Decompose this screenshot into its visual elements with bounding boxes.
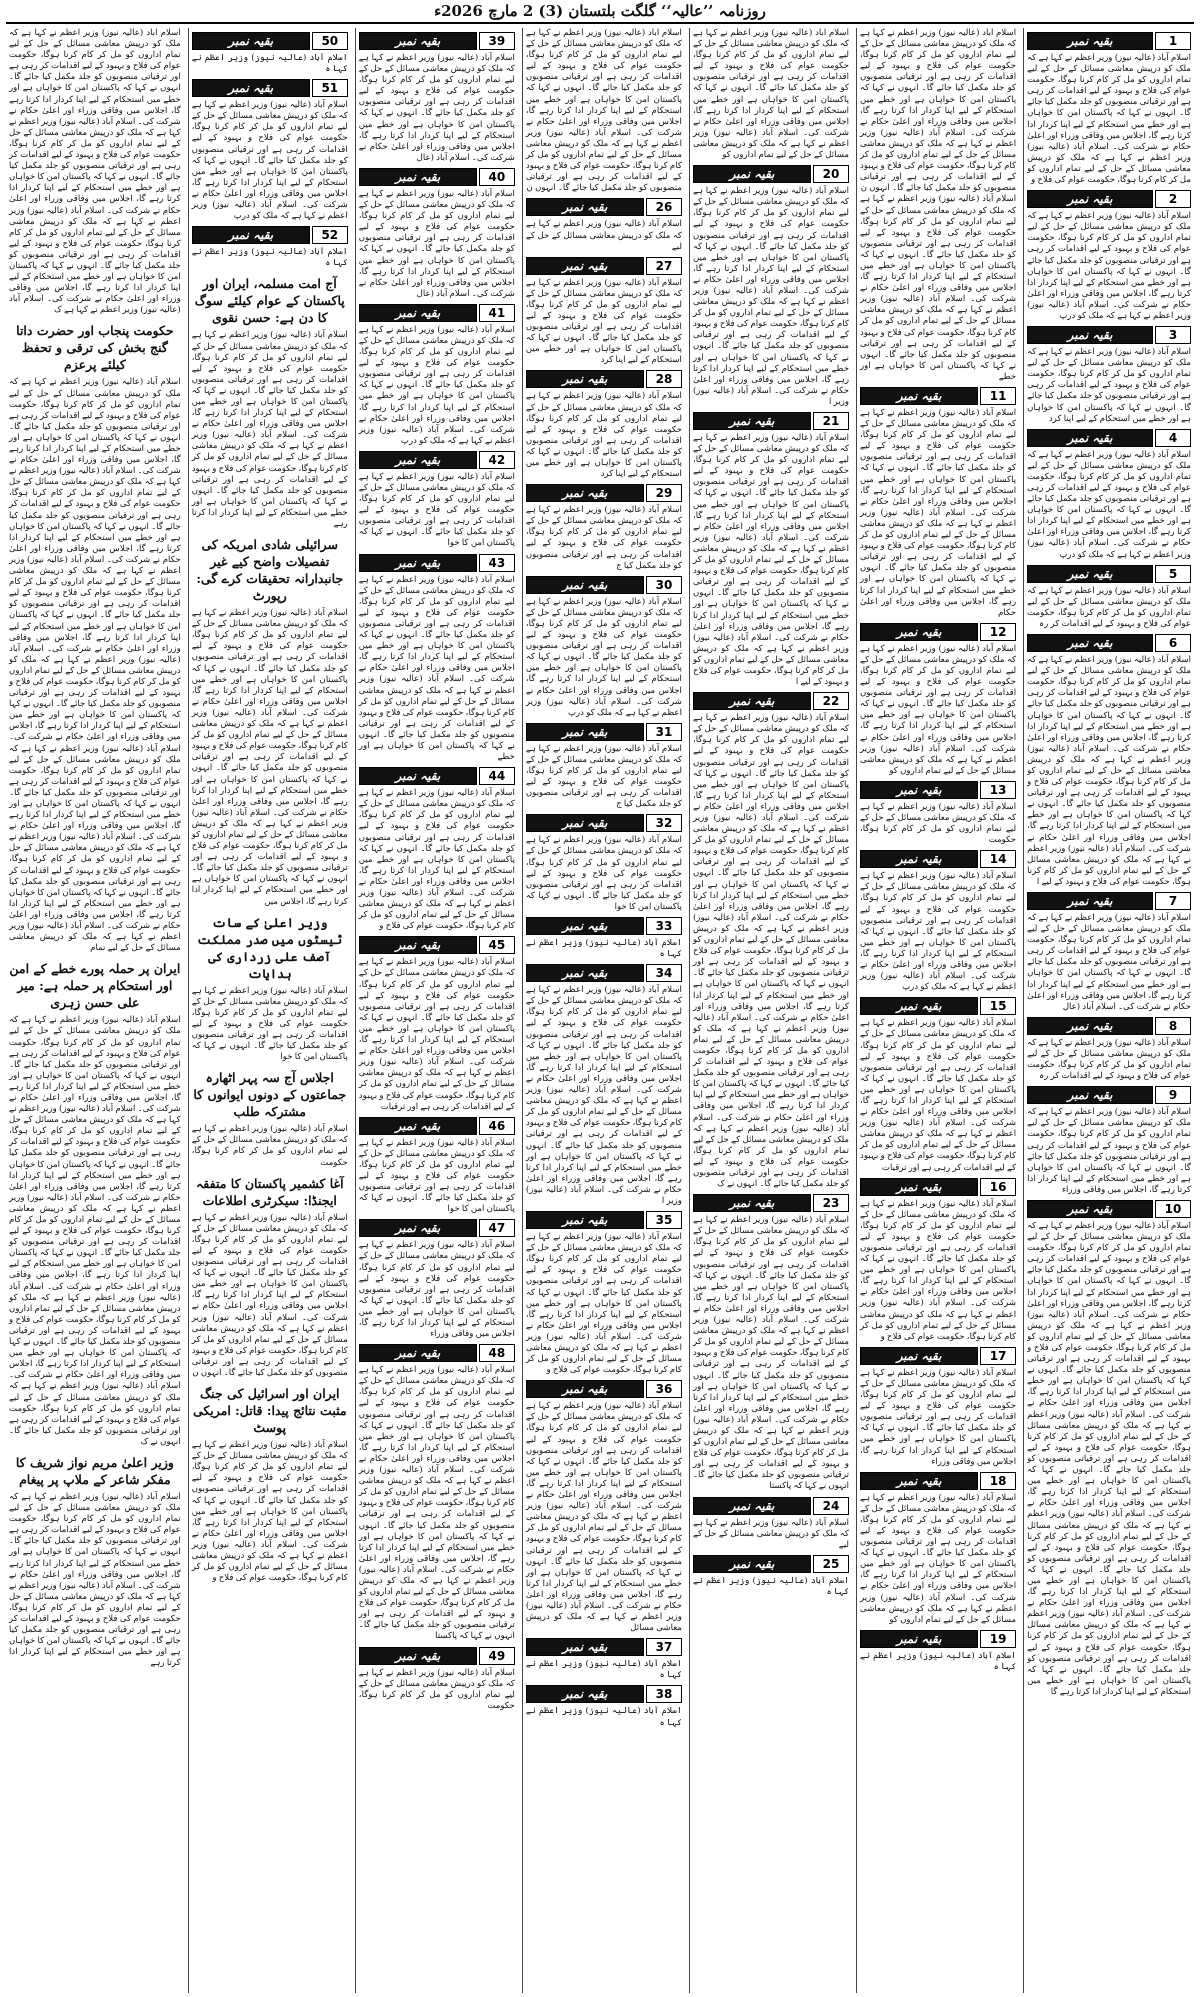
continued-box-34 [526,964,682,982]
news-text: اسلام آباد (عالیہ نیوز) وزیر اعظم نے کہا ہے کہ ملک کو درپیش معاشی مسائل کے حل کے لیے تمام اداروں کو مل کر کام کرنا ہوگا، حکومت عوام کی فلاح و بہبود کے لیے اقدامات کر رہی ہے اور ترقیاتی منصوبوں کو جلد مکمل کیا جائے گا۔ انہوں نے کہا کہ پاکستان امن کا خواہاں ہے اور خطے میں استحکام کے لیے اپنا کردار ادا کرتا رہے گا، اجلاس میں وفاقی وزراء اور اعلیٰ حکام نے شرکت کی۔ اسلام آباد (عالیہ نیوز) وزیر اعظم نے کہا ہے کہ ملک کو درپیش معاشی مسائل کے حل کے لیے تمام اداروں کو مل کر کام کرنا ہوگا، حکومت عوام کی فلاح و بہبود کے لیے اقدامات کر رہی ہے اور ترقیاتی منصوبوں کو جلد مکمل کیا جائے گا۔ انہوں نے کہا کہ پاکستان امن کا خواہاں ہے اور خطے میں استحکام کے لیے اپنا کردار ادا کرتا رہے گا، اجلاس میں وفاقی وزراء اور اعلیٰ حکام نے شرکت کی۔ اسلام آباد (عالیہ نیوز) وزیر اعظم نے کہا ہے کہ ملک کو درپیش معاشی مسائل کے حل کے لیے تمام اداروں کو مل کر کام کرنا ہوگا، حکومت عوام کی فلاح و بہبود کے لیے اقدامات کر رہی ہے اور ترقیاتی منصوبوں کو جلد مکمل کیا جائے گا۔ انہوں نے کہا کہ پاکستان امن کا خواہاں ہے اور خطے میں استحکام کے لیے اپنا کردار ادا کرتا رہے گا، اجلاس میں [191,608,348,907]
continued-label: بقیہ نمبر [526,576,644,594]
news-text: اسلام آباد (عالیہ نیوز) وزیر اعظم نے کہا ہے کہ ملک کو درپیش معاشی مسائل کے حل کے لیے تمام اداروں کو مل کر کام کرنا ہوگا، حکومت عوام کی فلاح و بہبود کے لیے اقدامات کر رہی ہے اور ترقیاتی منصوبوں کو جلد مکمل کیا جائے گا۔ انہوں نے کہا کہ پاکستان امن کا خواہاں ہے اور خطے میں استحکام کے لیے اپنا کردار ادا کرتا رہے گا، اجلاس میں وفاقی وزراء اور اعلیٰ حکام نے شرکت کی۔ اسلام آباد (عالیہ نیوز) وزیر اعظم نے کہا ہے کہ ملک کو درپیش معاشی مسائل کے حل کے لیے تمام اداروں کو مل کر کام کرنا ہوگا، حکومت عوام کی فلاح و بہبود کے لیے اقدامات کر رہی ہے اور ترقیاتی منصوبوں کو جلد مکمل کیا جائے گا۔ انہوں نے کہا کہ پاکستان امن کا خواہاں ہے اور خطے میں استحکام کے لیے اپنا کردار ادا کرتا رہے گا، اجلاس میں وفاقی وزراء اور اعلیٰ حکام نے شرکت کی۔ اسلام آباد (عالیہ نیوز) وزیر اعظم نے کہا ہے کہ ملک کو درپیش معاشی مسائل کے حل کے لیے تمام اداروں کو مل کر کام کرنا ہوگا، حکومت عوام کی فلاح و بہبود کے لیے اقدامات کر رہی ہے اور ترقیاتی منصوبوں کو جلد مکمل کیا جائے گا۔ انہوں نے کہا کہ پاکستان امن کا خواہاں ہے اور خطے میں استحکام کے لیے اپنا کردار ادا کرتا رہے گا، اجلاس میں وفاقی وزراء اور اعلیٰ حکام نے شرکت کی۔ اسلام آباد (عالیہ نیوز) وزیر اعظم نے کہا ہے کہ ملک کو درپیش معاشی مسائل کے حل کے لیے تمام اداروں کو مل کر کام کرنا ہوگا، حکومت عوام کی فلاح و بہبود کے لیے اقدامات کر رہی ہے اور ترقیاتی منصوبوں کو جلد مکمل کیا جائے گا۔ انہوں نے کہا کہ پاکستان امن کا خواہاں ہے اور خطے میں استحکام کے لیے اپنا کردار ادا کرتا رہے گا، اجلاس میں وفاقی وزراء اور اعلیٰ حکام نے شرکت کی۔ اسلام آباد (عالیہ نیوز) وزیر اعظم نے کہا ہے کہ ملک کو درپیش معاشی مسائل کے حل کے لیے تمام اداروں کو مل کر کام کرنا ہوگا، حکومت عوام کی فلاح و بہبود کے لیے اقدامات کر رہی ہے اور ترقیاتی منصوبوں کو جلد مکمل کیا جائے گا۔ انہوں نے ک [9,1015,181,1447]
continued-label: بقیہ نمبر [860,1347,978,1365]
continued-box-48 [359,1344,515,1362]
news-text: اسلام آباد (عالیہ نیوز) وزیر اعظم نے کہا ہے کہ ملک کو درپیش معاشی مسائل کے حل کے لیے تمام اداروں کو مل کر کام کرنا ہوگا، حکومت عوام کی فلاح و بہبود کے لیے اقدامات کر رہی ہے اور ترقیاتی منصوبوں کو جلد مکمل کیا جائے گا۔ انہوں نے کہا کہ پاکستان امن کا خواہاں ہے اور خطے میں استحکام کے لیے اپنا کردار ادا کرتا رہے گا، اجلاس میں وفاقی وزراء اور اعلیٰ حکام نے شرکت کی۔ اسلام آباد (عالیہ نیوز) وزیر اعظم نے کہا ہے کہ ملک کو درپیش معاشی مسائل کے حل کے لیے تمام اداروں کو مل کر کام کرنا ہوگا، حکومت عوام کی فلاح و بہبود کے لیے اقدامات کر رہی ہے اور ترقیاتی منصوبوں کو جلد مکمل کیا جائے گا۔ انہوں نے کہا کہ پاکستان امن کا خواہاں ہے اور خطے میں استحکام کے لیے اپنا کردار ادا کرتا رہے [191,330,348,529]
continued-box-17 [860,1347,1016,1365]
continued-label: بقیہ نمبر [1027,1017,1153,1035]
continued-number: 37 [646,1638,682,1656]
news-text: اسلام آباد (عالیہ نیوز) وزیر اعظم نے کہا ہ [191,53,348,75]
news-text: اسلام آباد (عالیہ نیوز) وزیر اعظم نے کہا ہے کہ ملک کو درپیش معاشی مسائل کے حل کے لیے تمام اداروں کو مل کر کام کرنا ہوگا، حکومت عوام کی فلاح و بہبود کے لیے اقدامات کر رہی ہے اور ترقیاتی منصوبوں کو جلد مکمل کیا جائے گا۔ انہوں نے کہا کہ پاکستان امن کا خواہاں ہے اور خطے میں استحکام کے لیے اپنا کردار ادا کرتا رہے گا، اجلاس میں وفاقی وزراء اور اعلیٰ حکام نے شرکت کی۔ اسلام آباد (عالیہ نیوز) وزیر اعظم نے کہا ہے کہ ملک کو درپیش معاشی مسائل کے حل کے لیے تمام اداروں کو مل کر کام کرنا ہوگا، حکومت عوام کی فلاح و بہبود کے لیے اقدامات کر رہی ہے اور ترقیاتی منصوبوں کو جلد مکمل کیا جائے گا۔ انہوں نے کہا کہ پاکستان امن کا خواہاں ہے اور خطے میں استحکام کے لیے اپنا کردار ادا کرتا رہے گا، اجلاس میں وفاقی وزراء اور اعلیٰ حکام نے شرکت کی۔ اسلام آباد (عالیہ نیوز) وزیر اعظم نے کہا ہے کہ ملک کو درپیش معاشی مسائل کے حل کے لیے تمام اداروں کو مل کر کام کرنا ہوگا، حکومت عوام کی فلاح و بہبود کے لیے اقدامات کر رہی ہے اور ترقیاتی منصوبوں کو جلد مکمل کیا جائے گا۔ انہوں نے کہا کہ پاکستان امن کا خواہاں ہے اور خطے میں استحکام کے لیے اپنا کردار ادا کرتا رہے گا، اجلاس میں وفاقی وزراء اور اعلیٰ حکام نے شرکت کی۔ اسلام آباد (عالیہ نیوز) وزیر اعظم نے کہا ہے کہ ملک کو درپیش معاشی مسائل کے حل کے لیے تمام اداروں کو مل کر کام کرنا ہوگا، حکومت عوام کی فلاح و بہبود کے لیے اقدامات کر رہی ہے اور ترقیاتی منصوبوں کو جلد مکمل کیا جائے گا۔ انہوں نے کہا کہ پاکستان امن کا خواہاں ہے اور خطے میں استحکام کے لیے اپنا کردار ادا کرتا رہے گا، اجلاس میں وفاقی وزراء اور اعلیٰ حکام نے شرکت کی۔ اسلام آباد (عالیہ نیوز) وزیر اعظم نے کہا ہے کہ ملک کو درپیش معاشی مسائل کے حل کے لیے تمام اداروں کو مل کر کام کرنا ہوگا، حکومت عوام کی فلاح و بہبود کے لیے اقدامات کر رہی ہے اور ترقیاتی منصوبوں کو جلد مکمل کیا جائے گا۔ انہوں نے ک [692,713,850,1190]
continued-box-14 [860,850,1016,868]
continued-box-1 [1027,32,1191,50]
continued-number: 11 [980,387,1016,405]
continued-box-26 [526,198,682,216]
news-text: اسلام آباد (عالیہ نیوز) وزیر اعظم نے کہا ہے کہ ملک کو درپیش معاشی مسائل کے حل کے لیے تمام اداروں کو مل کر کام کرنا ہوگا، حکومت عوام کی فلاح و بہبود کے لیے اقدامات کر رہی ہے اور ترقیاتی منصوبوں کو جلد مکمل کیا جائے گا۔ انہوں نے کہا کہ پاکستان امن کا خواہاں ہے اور خطے میں استحکام کے لیے اپنا کردار ادا کرتا رہے گا، اجلاس میں وفاقی وزراء اور اعلیٰ حکام نے شرکت کی۔ اسلام آباد (عال [358,53,515,163]
continued-box-31 [526,723,682,741]
news-text: اسلام آباد (عالیہ نیوز) وزیر اعظم نے کہا ہے کہ ملک کو درپیش معاشی مسائل کے حل کے لیے تمام اداروں کو مل کر کام کرنا ہوگا، حکومت عوام کی فلاح و بہبود کے لیے اقدامات کر رہی ہے اور ترقیاتی منصوبوں کو جلد مکمل کیا جائے گا۔ انہوں نے کہا کہ پاکستان امن کا خواہاں ہے اور خطے میں استحکام کے لیے اپنا کردار ادا کرتا رہے گا، اجلاس میں وفاقی وزراء اور اعلیٰ حکام نے شرکت کی۔ اسلام آباد (عالیہ نیوز) وزیر اعظم نے کہا ہے کہ ملک کو درپ [191,100,348,222]
news-text: اسلام آباد (عالیہ نیوز) وزیر اعظم نے کہا ہے کہ ملک کو درپیش معاشی مسائل کے حل کے لیے تمام اداروں کو مل کر کام کرنا ہوگا، حکومت عوام کی فلاح و بہبود کے لیے اقدامات کر رہی ہے اور ترقیاتی منصوبوں کو جلد مکمل کیا جائے گا۔ انہوں نے کہا کہ پاکستان امن کا خواہاں ہے اور خطے میں استحکام کے لیے اپنا کردار ادا کرتا رہے گا، اجلاس میں وفاقی وزراء اور اعلیٰ حکام نے شرکت کی۔ اسلام آباد (عالیہ نیوز) وزیر اعظم نے کہا ہے کہ ملک کو درپیش معاشی مسائل کے حل کے لیے تمام اداروں کو مل کر کام کرنا ہوگا، حکومت عوام کی فلاح و بہبود کے لیے اقدامات کر رہی ہے اور ترقیاتی منصوبوں کو جلد مکمل کیا جائے گا۔ انہوں نے کہا کہ پاکستان امن کا خواہاں ہے اور خطے میں استحکام کے لیے اپنا کردار ادا کرتا رہے گا، اجلاس میں وفاقی وزراء اور اعلیٰ حکام نے شرکت کی۔ اسلام آباد (عالیہ نیوز) وزیر ا [525,985,682,1206]
continued-box-43 [359,554,515,572]
continued-label: بقیہ نمبر [693,412,811,430]
continued-number: 44 [479,767,515,785]
continued-box-38 [526,1685,682,1703]
continued-label: بقیہ نمبر [1027,326,1153,344]
continued-box-41 [359,304,515,322]
continued-number: 49 [479,1647,515,1665]
news-headline: آغا کشمیر پاکستان کا متفقہ ایجنڈا: سیکرٹری اطلاعات [195,1175,344,1208]
continued-label: بقیہ نمبر [359,1117,477,1135]
continued-number: 40 [479,168,515,186]
masthead-title: روزنامہ ’’عالیہ‘‘ گلگت بلتستان (3) 2 مارچ 2026ء [434,2,766,20]
continued-number: 43 [479,554,515,572]
news-text: اسلام آباد (عالیہ نیوز) وزیر اعظم نے کہا ہے کہ ملک کو درپیش معاشی مسائل کے حل کے لیے تمام اداروں کو مل کر کام کرنا ہوگا، حکومت عوام کی فلاح و بہبود کے لیے اقدامات کر رہی ہے اور ترقیاتی منصوبوں کو جلد مکمل کیا جائے گا۔ انہوں نے کہا کہ پاکستان امن کا خواہاں ہے اور خطے میں استحکام کے لیے اپنا کردار ادا کرتا رہے گا، اجلاس میں وفاقی وزراء اور اعلیٰ حکام نے شرکت کی۔ اسلام آباد (عالیہ نیوز) وزیر اعظم نے کہا ہے کہ ملک کو درپیش معاشی مسائل کے حل کے لیے تمام اداروں کو مل کر کام کرنا ہوگا، حکومت عوام کی فلاح و بہبود کے لیے اقدامات کر رہی ہے اور ترقیاتی منصوبوں کو جلد مکمل کیا جائے گا۔ انہوں نے کہا کہ پاکستان امن کا خواہاں ہے اور خطے میں استحکام کے لیے اپنا کردار ادا کرتا رہے گا، اجلاس میں وفاقی وزراء اور اعلیٰ حکام نے شرکت کی۔ اسلام آباد (عالیہ نیوز) وزیر اعظم نے کہا ہے کہ ملک کو درپیش معاشی مسائل کے حل کے لیے تمام اداروں کو مل کر کام کرنا ہوگا، حکومت عوام کی فلاح و بہبود کے لیے اقدامات کر رہی ہے اور ترقیاتی منصوبوں کو جلد مکمل کیا جائے گا۔ انہوں نے کہا کہ پاکستا [358,1365,515,1642]
continued-box-45 [359,936,515,954]
news-text: اسلام آباد (عالیہ نیوز) وزیر اعظم نے کہا ہ [860,1650,1017,1672]
continued-box-25 [693,1555,849,1573]
continued-number: 41 [479,304,515,322]
continued-box-51 [192,79,348,97]
continued-number: 18 [980,1472,1016,1490]
continued-label: بقیہ نمبر [693,1497,811,1515]
news-text: اسلام آباد (عالیہ نیوز) وزیر اعظم نے کہا ہے کہ ملک کو درپیش معاشی مسائل کے حل کے لیے تمام اداروں کو مل کر کام کرنا ہوگا، حکومت عوام کی فلاح و بہبود کے لیے اقدامات کر رہی ہے اور ترقیاتی منصوبوں کو جلد مکمل کیا جائے گا۔ انہوں نے کہا کہ پاکستان امن کا خواہاں ہے اور خطے میں استحکام کے لیے اپنا کردار ادا کرتا رہے گا، اجلاس میں وفاقی وزراء اور اعلیٰ حکام نے شرکت کی۔ اسلام آباد (عالیہ نیوز) وزیر اعظم نے کہا ہے کہ ملک کو درپیش معاشی مسائل کے حل کے لیے تمام اداروں کو مل کر کام کرنا ہوگا، حکومت عوام کی فلاح و بہبود کے لیے اقدامات کر رہی ہے اور ترقیاتی منصوبوں کو جلد مکمل کیا جائے گا۔ انہوں نے کہا کہ پاکستان امن کا خواہاں ہے اور خطے میں استحکام کے لیے اپنا کردار ادا کرتا رہے گا، اجلاس میں وفاقی وزراء اور اعلیٰ حکام [860,408,1017,618]
continued-label: بقیہ نمبر [192,32,310,50]
continued-label: بقیہ نمبر [359,168,477,186]
continued-box-32 [526,814,682,832]
news-text: اسلام آباد (عالیہ نیوز) وزیر اعظم نے کہا ہے کہ ملک کو درپیش معاشی مسائل کے حل کے لیے تمام اداروں کو مل کر کام کرنا ہوگا، حکومت عوام کی فلاح و بہبود کے لیے اقدامات کر رہی ہے اور ترقیاتی منصوبوں کو جلد مکمل کیا جائے گا۔ انہوں نے کہا کہ پاکستان امن کا خوا [358,1137,515,1215]
continued-label: بقیہ نمبر [526,370,644,388]
continued-box-28 [526,370,682,388]
continued-label: بقیہ نمبر [359,767,477,785]
news-text: اسلام آباد (عالیہ نیوز) وزیر اعظم نے کہا ہے کہ ملک کو درپیش معاشی مسائل کے حل کے لیے تمام اداروں کو مل کر کام کرنا ہوگا، حکومت عوام کی فلاح و بہبود کے لیے اقدامات کر رہی ہے اور ترقیاتی منصوبوں کو جلد مکمل کیا جائے گا۔ انہوں نے کہا کہ پاکستان امن کا خواہاں ہے اور خطے میں استحکام کے لیے اپنا کردار ادا کرتا رہے گا، اجلاس میں وفاقی وزراء [1027,1107,1191,1195]
continued-label: بقیہ نمبر [1027,892,1153,910]
continued-box-11 [860,387,1016,405]
continued-number: 38 [646,1685,682,1703]
continued-number: 2 [1155,190,1191,208]
news-headline: آج امت مسلمہ، ایران اور پاکستان کے عوام کیلئے سوگ کا دن ہے: حسن نقوی [194,276,345,326]
continued-label: بقیہ نمبر [526,257,644,275]
news-text: اسلام آباد (عالیہ نیوز) وزیر اعظم نے کہا ہے کہ ملک کو درپیش معاشی مسائل کے حل کے لیے تمام اداروں کو مل کر کام کرنا ہوگا، حکومت عوام کی فلاح و بہبود کے لیے اقدامات کر رہی ہے اور ترقیاتی منصوبوں کو جلد مکمل کیا جائے گا۔ انہوں نے کہا کہ پاکستان امن کا خواہاں ہے اور خطے میں استحکام کے لیے اپنا کردار ادا کرتا رہے گا، اجلاس میں وفاقی وزراء اور اعلیٰ حکام نے شرکت کی۔ اسلام آباد (عالیہ نیوز) وزیر اعظم نے کہا ہے کہ ملک کو درپیش معاشی مسائل کے حل کے لیے تمام اداروں کو مل کر کام کرنا ہوگا، حکومت عوام کی فلاح و بہبود کے لیے اقدامات کر رہی ہے اور ترقیاتی منصوبوں کو جلد مکمل کیا جائے گا۔ انہوں ن [860,28,1017,194]
continued-label: بقیہ نمبر [1027,565,1153,583]
news-text: اسلام آباد (عالیہ نیوز) وزیر اعظم نے کہا ہے کہ ملک کو درپیش معاشی مسائل کے حل کے لیے تمام اداروں کو مل کر کام کرنا ہوگا، حکومت عوام کی فلاح و بہبود کے لیے اقدامات کر رہی ہے اور ترقیاتی منصوبوں کو جلد مکمل کیا جائے گا۔ انہوں نے کہا کہ پاکستان امن کا خواہاں ہے اور خطے میں استحکام کے لیے اپنا کردار ادا کرتا رہے گا، اجلاس میں وفاقی وزراء اور اعلیٰ حکام نے شرکت کی۔ اسلام آباد (عالیہ نیوز) وزیر اعظم نے کہا ہے کہ ملک کو درپ [1027,449,1191,560]
continued-box-3 [1027,326,1191,344]
continued-label: بقیہ نمبر [526,723,644,741]
news-text: اسلام آباد (عالیہ نیوز) وزیر اعظم نے کہا ہے کہ ملک کو درپیش معاشی مسائل کے حل کے لیے تمام اداروں کو مل کر کام کرنا ہوگا، حکومت عوام کی فلاح و بہبود کے لیے اقدامات کر رہی ہے اور ترقیاتی منصوبوں کو جلد مکمل کیا جائے گا۔ انہوں نے کہا کہ پاکستان امن کا خواہاں ہے اور خطے میں استحکام کے لیے اپنا کردار ادا کرتا رہے گا، اجلاس میں وفاقی وزراء اور اعلیٰ حکام نے شرکت کی۔ اسلام آباد (عالیہ نیوز) وزیر اعظم نے کہا ہے کہ ملک کو درپیش معاشی مسائل کے حل کے لیے تمام اداروں کو مل کر کام کرنا ہوگا، حکومت عوام کی فلاح و بہبود کے لیے اقدامات کر رہی ہے اور ترقیاتی منصوبوں کو جلد مکمل کیا جائے گا۔ انہوں نے کہا کہ پاکستان امن کا خواہاں ہے اور خطے میں استحکام کے لیے اپنا کردار ادا کرتا رہے گا، اجلاس میں وفاقی وزراء اور اعلیٰ حکام نے شرکت کی۔ اسلام آباد (عالیہ نیوز) وزیر اعظم نے کہا ہے کہ ملک کو درپیش معاشی مسائل کے حل کے لیے تمام اداروں کو مل کر کام کرنا ہوگا، حکومت عوام کی فلاح و بہبود کے لیے اقدامات کر رہی ہے اور ترقیاتی منصوبوں کو جلد مکمل کیا جائے گا۔ انہوں نے کہا کہ پاکستا [692,1215,850,1492]
column-c5 [355,28,518,1993]
news-text: اسلام آباد (عالیہ نیوز) وزیر اعظم نے کہا ہے کہ ملک کو درپیش معاشی مسائل کے حل کے لیے تمام اداروں کو مل کر کام کرنا ہوگا، حکومت عوام کی فلاح و بہبود کے لیے اقدامات کر رہی ہے اور ترقیاتی منصوبوں کو جلد مکمل کیا ج [525,743,682,810]
continued-number: 33 [646,917,682,935]
continued-number: 26 [646,198,682,216]
continued-number: 16 [980,1178,1016,1196]
news-headline: ایران پر حملہ پورے خطے کے امن اور استحکام پر حملہ ہے: میر علی حسن زہری [9,961,181,1011]
continued-label: بقیہ نمبر [860,997,978,1015]
continued-number: 45 [479,936,515,954]
news-headline: وزیر اعلیٰ مریم نواز شریف کا مفکر شاعر کے ملاپ پر پیغام [15,1454,174,1487]
continued-label: بقیہ نمبر [1027,190,1153,208]
continued-box-15 [860,997,1016,1015]
continued-box-19 [860,1630,1016,1648]
continued-number: 4 [1155,429,1191,447]
continued-number: 25 [813,1555,849,1573]
continued-label: بقیہ نمبر [526,1380,644,1398]
continued-number: 13 [980,781,1016,799]
continued-number: 39 [479,32,515,50]
continued-number: 42 [479,451,515,469]
news-text: اسلام آباد (عالیہ نیوز) وزیر اعظم نے کہا ہے کہ ملک کو درپیش معاشی مسائل کے حل کے لیے تمام اداروں کو مل کر کام کرنا ہوگا، حکومت عوام کی فلاح و بہبود کے لیے اقدامات کر رہی ہے اور ترقیاتی منصوبوں کو جلد مکمل کیا جائے گا۔ انہوں نے کہا کہ پاکستان امن کا خواہاں ہے اور خطے میں استحکام کے لیے اپنا کردار ادا کرتا رہے گا، اجلاس میں وفاقی وزراء اور اعلیٰ حکام نے شرکت کی۔ اسلام آباد (عالیہ نیوز) وزیر اعظم نے کہا ہے کہ ملک کو درپیش معاشی مسائل کے حل کے لیے تمام اداروں کو مل کر کام کرنا ہوگا، حکومت عوام کی فلاح و [525,1232,682,1376]
news-text: اسلام آباد (عالیہ نیوز) وزیر اعظم نے کہا ہے کہ ملک کو درپیش معاشی مسائل کے حل کے لیے تمام اداروں کو مل کر کام کرنا ہوگا، حکومت عوام کی فلاح و بہبود کے لیے اقدامات کر رہی ہے اور ترقیاتی منصوبوں کو جلد مکمل کیا جائے گا۔ انہوں نے کہا کہ پاکستان امن کا خواہاں ہے اور خطے میں استحکام کے لیے اپنا کردار ادا کرتا رہے گا، اجلاس میں وفاقی وزراء اور اعلیٰ حکام نے شرکت کی۔ اسلام آباد (عالیہ نیوز) وزیر اعظم نے کہا ہے کہ ملک کو درپیش معاشی مسائل کے حل کے لیے تمام اداروں کو مل کر کام کرنا ہوگا، حکومت عوام کی فلاح و بہبود کے لیے اقدامات کر رہی ہے اور ترقیاتی منصوبوں کو جلد مکمل کیا جائے گا۔ انہوں نے کہا کہ پاکستان امن کا خواہاں ہے اور خطے میں استحکام کے لیے اپنا کردار ادا کرتا رہے گا، اجلاس میں وفاقی وزراء اور اعلیٰ حکام نے شرکت کی۔ اسلام آباد (عالیہ نیوز) وزیر اعظم نے کہا ہے کہ ملک کو درپیش معاشی مسائل [525,1401,682,1634]
continued-label: بقیہ نمبر [860,1178,978,1196]
continued-number: 5 [1155,565,1191,583]
continued-box-16 [860,1178,1016,1196]
continued-box-27 [526,257,682,275]
news-text: اسلام آباد (عالیہ نیوز) وزیر اعظم نے کہا ہے کہ ملک کو درپیش معاشی مسائل کے حل کے لیے تمام اداروں کو مل کر کام کرنا ہوگا، حکومت [358,1667,515,1711]
continued-number: 51 [312,79,348,97]
news-text: اسلام آباد (عالیہ نیوز) وزیر اعظم نے کہا ہے کہ ملک کو درپیش معاشی مسائل کے حل کے لیے تمام اداروں کو مل کر کام کرنا ہوگا، حکومت عوام کی فلاح و بہبود کے لیے اقدامات کر رہی ہے اور ترقیاتی منصوبوں کو جلد مکمل کیا جائے گا۔ انہوں نے کہا کہ پاکستان امن کا خواہاں ہے اور خطے میں استحکام کے لیے اپنا کردار ادا کرتا رہے گا، اجلاس میں وفاقی وزراء اور اعلیٰ حکام نے شرکت کی۔ اسلام آباد (عالیہ نیوز) وزیر اعظم نے کہا ہے کہ ملک کو درپیش معاشی مسائل کے حل کے لیے تمام اداروں کو [692,28,850,161]
continued-box-46 [359,1117,515,1135]
continued-label: بقیہ نمبر [359,936,477,954]
continued-box-13 [860,781,1016,799]
news-text: اسلام آباد (عالیہ نیوز) وزیر اعظم نے کہا ہے کہ ملک کو درپیش معاشی مسائل کے حل کے لیے تمام اداروں کو مل کر کام کرنا ہوگا، حکومت عوام کی فلاح و بہبود کے لیے اقدامات کر رہی ہے اور ترقیاتی منصوبوں کو جلد مکمل کیا جائے گا۔ انہوں نے کہا کہ پاکستان امن کا خواہاں ہے اور خطے میں استحکام کے لیے اپنا کردار ادا کرتا رہے گا، اجلاس میں وفاقی وزراء [860,1367,1017,1467]
news-text: اسلام آباد (عالیہ نیوز) وزیر اعظم نے کہا ہے کہ ملک کو درپیش معاشی مسائل کے حل کے لیے تمام اداروں کو مل کر کام کرنا ہوگا، حکومت [860,801,1017,846]
news-text: اسلام آباد (عالیہ نیوز) وزیر اعظم نے کہا ہے کہ ملک کو درپیش معاشی مسائل کے حل کے لیے تمام اداروں کو مل کر کام کرنا ہوگا، حکومت عوام کی فلاح و بہبود کے لیے اقدامات کر رہی ہے اور ترقیاتی منصوبوں کو جلد مکمل کیا جائے گا۔ انہوں نے کہا کہ پاکستان امن کا خواہاں ہے اور خطے میں استحکام کے لیے اپنا کردار ادا کرتا رہے گا، اجلاس میں وفاقی وزراء اور اعلیٰ حکام نے شرکت کی۔ اسلام آباد (عالیہ نیوز) وزیر اعظم نے کہا ہے کہ ملک کو درپیش معاشی مسائل کے حل کے لیے تمام اداروں کو مل کر کام کرنا ہوگا، حکومت عوام کی فلاح و [191,1440,348,1584]
news-headline: اجلاس آج سہ پہر اٹھارہ جماعتوں کے دونوں ایوانوں کا مشترکہ طلب [193,1070,347,1120]
continued-box-6 [1027,634,1191,652]
continued-number: 10 [1155,1200,1191,1218]
continued-number: 15 [980,997,1016,1015]
continued-label: بقیہ نمبر [526,484,644,502]
continued-label: بقیہ نمبر [526,814,644,832]
continued-label: بقیہ نمبر [1027,1086,1153,1104]
news-text: اسلام آباد (عالیہ نیوز) وزیر اعظم نے کہا ہے کہ ملک کو درپیش معاشی مسائل کے حل کے لیے تمام اداروں کو مل کر کام کرنا ہوگا، حکومت عوام کی فلاح و بہبود کے لیے اقدامات کر رہی ہے اور ترقیاتی منصوبوں کو جلد مکمل کیا جائے گا۔ انہوں نے کہا کہ پاکستان امن کا خوا [191,985,348,1063]
continued-number: 24 [813,1497,849,1515]
continued-box-12 [860,623,1016,641]
continued-number: 12 [980,623,1016,641]
continued-box-4 [1027,429,1191,447]
continued-label: بقیہ نمبر [192,226,310,244]
continued-number: 9 [1155,1086,1191,1104]
continued-label: بقیہ نمبر [359,304,477,322]
continued-number: 22 [813,692,849,710]
continued-number: 50 [312,32,348,50]
continued-number: 3 [1155,326,1191,344]
news-text: اسلام آباد (عالیہ نیوز) وزیر اعظم نے کہا ہے کہ ملک کو درپیش معاشی مسائل کے حل کے لیے تمام اداروں کو مل کر کام کرنا ہوگا، حکومت عوام کی فلاح و بہبود کے لیے اقدامات کر رہی ہے اور ترقیاتی منصوبوں کو جلد مکمل کیا جائے گا۔ انہوں نے کہا کہ پاکستان امن کا خواہاں ہے اور خطے میں استحکام کے لیے اپنا کردار ادا کرتا رہے گا، اجلاس میں وفاقی وزراء [358,1240,515,1340]
continued-number: 6 [1155,634,1191,652]
continued-box-9 [1027,1086,1191,1104]
continued-box-8 [1027,1017,1191,1035]
news-headline: وزیر اعلیٰ کے سات ٹیسٹوں میں صدر مملکت آصف علی زرداری کی ہدایات [197,914,343,981]
column-c6 [188,28,351,1993]
continued-label: بقیہ نمبر [526,917,644,935]
continued-label: بقیہ نمبر [526,1211,644,1229]
continued-label: بقیہ نمبر [1027,429,1153,447]
news-text: اسلام آباد (عالیہ نیوز) وزیر اعظم نے کہا ہے کہ ملک کو درپیش معاشی مسائل کے حل کے لیے تمام اداروں کو مل کر کام کرنا ہوگا، حکومت عوام کی فلاح و بہبود کے لیے اقدامات کر رہی ہے اور ترقیاتی منصوبوں کو جلد مکمل کیا جائے گا۔ انہوں نے کہا کہ پاکستان امن کا خواہاں ہے اور خطے میں استحکام کے لیے اپنا کرد [1027,347,1191,424]
continued-number: 46 [479,1117,515,1135]
continued-number: 7 [1155,892,1191,910]
continued-box-40 [359,168,515,186]
continued-number: 8 [1155,1017,1191,1035]
continued-box-42 [359,451,515,469]
column-c3 [689,28,852,1993]
continued-box-29 [526,484,682,502]
news-text: اسلام آباد (عالیہ نیوز) وزیر اعظم نے کہا ہے کہ ملک کو درپیش معاشی مسائل کے حل کے لیے تمام اداروں کو مل کر کام کرنا ہوگا، حکومت عوام کی فلاح و بہبود کے لیے اقدامات کر رہی ہے اور ترقیاتی منصوبوں کو جلد مکمل کیا جائے گا۔ انہوں نے کہا کہ پاکستان امن کا خواہاں ہے اور خطے میں استحکام کے لیے اپنا کرد [525,277,682,366]
news-text: اسلام آباد (عالیہ نیوز) وزیر اعظم نے کہا ہے کہ ملک کو درپیش معاشی مسائل کے حل کے لیے تمام اداروں کو مل کر کام کرنا ہوگا، حکومت عوام کی فلاح و بہبود کے لیے اقدامات کر رہی ہے اور ترقیاتی منصوبوں کو جلد مکمل کیا جائے گا۔ انہوں نے کہا کہ پاکستان امن کا خواہاں ہے اور خطے میں استحکام کے لیے اپنا کردار ادا کرتا رہے گا، اجلاس میں وفاقی وزراء اور اعلیٰ حکام نے شرکت کی۔ اسلام آباد (عالیہ نیوز) وزیر اعظم نے کہا ہے کہ ملک کو درپیش معاشی مسائل کے حل کے لیے تمام اداروں کو مل کر کام کرنا ہوگا، حکومت عوام کی فلاح و بہبود کے لیے اقدامات کر رہی ہے اور ترقیاتی منصوبوں کو جلد مکمل کیا جائے گا۔ انہوں نے کہا کہ پاکستان امن کا خواہاں ہے اور خطے میں استحکام کے لیے اپنا کردار ادا کرتا رہے گا، اجلاس میں وفاقی وزراء اور اعلیٰ حکام نے شرکت کی۔ اسلام آباد (عالیہ نیوز) وزیر اعظم نے کہا ہے کہ ملک کو درپیش معاشی مسائل کے حل کے لیے تمام اداروں کو مل کر کام کرنا ہوگا، حکومت عوام کی فلاح و بہبود کے لیے ا [692,433,850,688]
news-text: اسلام آباد (عالیہ نیوز) وزیر اعظم نے کہا ہے کہ ملک کو درپیش معاشی مسائل کے حل کے لیے [692,1517,850,1550]
continued-box-35 [526,1211,682,1229]
continued-box-52 [192,226,348,244]
continued-box-21 [693,412,849,430]
continued-label: بقیہ نمبر [1027,634,1153,652]
continued-number: 29 [646,484,682,502]
news-headline: ایران اور اسرائیل کی جنگ مثبت نتائج پیدا: قاتل: امریکی پوسٹ [192,1386,347,1436]
news-text: اسلام آباد (عالیہ نیوز) وزیر اعظم نے کہا ہے کہ ملک کو درپیش معاشی مسائل کے حل کے لیے تمام اداروں کو مل کر کام کرنا ہوگا، حکومت عوام کی فلاح و بہبود کے لیے اقدامات کر رہی ہے اور ترقیاتی منصوبوں کو جلد مکمل کیا جائے گا۔ انہوں نے کہا کہ پاکستان امن کا خواہاں ہے اور خطے میں استحکام کے لیے اپنا کرد [525,391,682,480]
continued-box-47 [359,1219,515,1237]
continued-number: 27 [646,257,682,275]
news-text: اسلام آباد (عالیہ نیوز) وزیر اعظم نے کہا ہ [525,1706,682,1728]
continued-label: بقیہ نمبر [526,964,644,982]
continued-box-22 [693,692,849,710]
continued-label: بقیہ نمبر [693,1194,811,1212]
continued-label: بقیہ نمبر [693,692,811,710]
news-text: اسلام آباد (عالیہ نیوز) وزیر اعظم نے کہا ہے کہ ملک کو درپیش معاشی مسائل کے حل کے لیے [525,219,682,252]
news-text: اسلام آباد (عالیہ نیوز) وزیر اعظم نے کہا ہے کہ ملک کو درپیش معاشی مسائل کے حل کے لیے تمام اداروں کو مل کر کام کرنا ہوگا، حکومت عوام کی فلاح و بہبود کے لیے اقدامات کر رہی ہے اور ترقیاتی منصوبوں کو جلد مکمل کیا جائے گا۔ انہوں نے کہا کہ پاکستان امن کا خواہاں ہے اور خطے میں استحکام کے لیے اپنا کردار ادا کرتا رہے گا، اجلاس میں وفاقی وزراء اور اعلیٰ حکام نے شرکت کی۔ اسلام آباد (عال [358,188,515,299]
continued-box-37 [526,1638,682,1656]
news-text: اسلام آباد (عالیہ نیوز) وزیر اعظم نے کہا ہ [525,1659,682,1681]
news-text: اسلام آباد (عالیہ نیوز) وزیر اعظم نے کہا ہے کہ ملک کو درپیش معاشی مسائل کے حل کے لیے تمام اداروں کو مل کر کام کرنا ہوگا، حکومت عوام کی فلاح و بہبود کے لیے اقدامات کر رہی ہے اور ترقیاتی منصوبوں کو جلد مکمل کیا جائے گا۔ انہوں نے کہا کہ پاکستان امن کا خواہاں ہے اور خطے میں استحکام کے لیے اپنا کردار ادا کرتا رہے گا، اجلاس میں وفاقی وزراء اور اعلیٰ حکام نے شرکت کی۔ اسلام آباد (عال [1027,913,1191,1012]
continued-box-33 [526,917,682,935]
news-text: اسلام آباد (عالیہ نیوز) وزیر اعظم نے کہا ہے کہ ملک کو درپیش معاشی مسائل کے حل کے لیے تمام اداروں کو مل کر کام کرنا ہوگا، حکومت عوام کی فلاح و بہبود کے لیے اقدامات کر رہی ہے اور ترقیاتی منصوبوں کو جلد مکمل کیا جائے گا۔ انہوں نے کہا کہ پاکستان امن کا خواہاں ہے اور خطے میں استحکام کے لیے اپنا کردار ادا کرتا رہے گا، اجلاس میں وفاقی وزراء اور اعلیٰ حکام نے شرکت کی۔ اسلام آباد (عالیہ نیوز) وزیر اعظم نے کہا ہے کہ ملک کو درپیش معاشی مسائل کے حل کے لیے تمام اداروں کو مل کر کام کرنا ہوگا، حکومت عوام کی فلاح و [358,788,515,932]
news-text: اسلام آباد (عالیہ نیوز) وزیر اعظم نے کہا ہے کہ ملک کو درپیش معاشی مسائل کے حل کے لیے تمام اداروں کو مل کر کام کرنا ہوگا، حکومت عوام کی فلاح و بہبود کے لیے اقدامات کر رہی ہے اور ترقیاتی منصوبوں کو جلد مکمل کیا جائے گا۔ انہوں نے کہا کہ پاکستان امن کا خواہاں ہے اور خطے میں استحکام کے لیے اپنا کردار ادا کرتا رہے گا، اجلاس میں وفاقی وزراء اور اعلیٰ حکام نے شرکت کی۔ اسلام آباد (عالیہ نیوز) وزیر اعظم نے کہا ہے کہ ملک کو درپیش معاشی مسائل کے حل کے لیے تمام اداروں کو مل کر کام کرنا ہوگا، حکومت عوام کی فلاح و بہبود کے لیے اقدامات کر رہی ہے اور ترقیاتی منصوبوں کو جلد مکمل کیا جائے گا۔ انہوں نے کہا کہ پاکستان امن کا خواہاں ہے اور خطے میں استحکام کے لیے اپنا کردار ادا کرتا رہے گا، اجلاس میں وفاقی وزراء اور اعلیٰ حکام نے شرکت کی۔ اسلام آباد (عالیہ نیوز) وزیر اعظم نے کہا ہے کہ ملک کو درپیش معاشی مسائل کے حل کے لیے تمام اداروں کو مل کر کام کرنا ہوگا، حکومت عوام کی فلاح و بہبود کے لیے ا [1027,655,1191,887]
continued-label: بقیہ نمبر [860,1472,978,1490]
continued-box-50 [192,32,348,50]
continued-number: 28 [646,370,682,388]
continued-label: بقیہ نمبر [860,781,978,799]
column-c1 [1023,28,1194,1993]
continued-box-24 [693,1497,849,1515]
continued-label: بقیہ نمبر [359,554,477,572]
news-text: اسلام آباد (عالیہ نیوز) وزیر اعظم نے کہا ہے کہ ملک کو درپیش معاشی مسائل کے حل کے لیے تمام اداروں کو مل کر کام کرنا ہوگا، حکومت عوام کی فلاح و بہبود کے لیے اقدامات کر رہی ہے اور ترقیاتی منصوبوں کو جلد مکمل کیا جائے گا۔ انہوں نے کہا کہ پاکستان امن کا خواہاں ہے اور خطے میں استحکام کے لیے اپنا کردار ادا کرتا رہے گا، اجلاس میں وفاقی وزراء اور اعلیٰ حکام نے شرکت کی۔ اسلام آباد (عالیہ نیوز) وزیر اعظم نے کہا ہے کہ ملک کو درپیش معاشی مسائل کے حل کے لیے تمام اداروں کو [860,1492,1017,1625]
column-c4 [522,28,685,1993]
news-text: اسلام آباد (عالیہ نیوز) وزیر اعظم نے کہا ہ [692,1575,850,1597]
continued-label: بقیہ نمبر [359,1647,477,1665]
news-text: اسلام آباد (عالیہ نیوز) وزیر اعظم نے کہا ہے کہ ملک کو درپیش معاشی مسائل کے حل کے لیے تمام اداروں کو مل کر کام کرنا ہوگا، حکومت عوام کی فلاح و بہبود کے لیے اقدامات کر رہی ہے اور ترقیاتی منصوبوں کو جلد مکمل کیا جائے گا۔ انہوں نے کہا کہ پاکستان امن کا خواہاں ہے اور خطے میں استحکام کے لیے اپنا کردار ادا کرتا رہے گا، اجلاس میں وفاقی وزراء اور اعلیٰ حکام نے شرکت کی۔ اسلام آباد (عالیہ نیوز) وزیر اعظم نے کہا ہے کہ ملک کو درپیش معاشی مسائل کے حل کے لیے تمام اداروں کو مل کر کام کرنا ہوگا، حکومت عوام کی فلاح و بہبود کے لیے اقدامات کر رہی ہے اور ترقیاتی منصوبوں کو جلد مکمل کیا جائے گا۔ انہوں نے کہا کہ پاکستان امن کا خواہاں ہے اور خطے [860,194,1017,382]
continued-box-5 [1027,565,1191,583]
continued-label: بقیہ نمبر [860,387,978,405]
continued-number: 17 [980,1347,1016,1365]
continued-number: 32 [646,814,682,832]
continued-label: بقیہ نمبر [860,850,978,868]
continued-label: بقیہ نمبر [860,623,978,641]
continued-number: 23 [813,1194,849,1212]
news-text: اسلام آباد (عالیہ نیوز) وزیر اعظم نے کہا ہے کہ ملک کو درپیش معاشی مسائل کے حل کے لیے تمام اداروں کو مل کر کام کرنا ہوگا، حکومت عوام کی فلاح و بہبود کے لیے اقدامات کر رہی ہے اور ترقیاتی منصوبوں کو جلد مکمل کیا جائے گا۔ انہوں نے کہا کہ پاکستان امن کا خوا [358,471,515,549]
news-text: اسلام آباد (عالیہ نیوز) وزیر اعظم نے کہا ہے کہ ملک کو درپیش معاشی مسائل کے حل کے لیے تمام اداروں کو مل کر کام کرنا ہوگا، حکومت عوام کی فلاح و بہبود کے لیے اقدامات کر رہی ہے اور ترقیاتی منصوبوں کو جلد مکمل کیا جائے گا۔ انہوں نے کہا کہ پاکستان امن کا خواہاں ہے اور خطے میں استحکام کے لیے اپنا کردار ادا کرتا رہے گا، اجلاس میں وفاقی وزراء اور اعلیٰ حکام نے شرکت کی۔ اسلام آباد (عالیہ نیوز) وزیر اعظم نے کہا ہے کہ ملک کو درپیش معاشی مسائل کے حل کے لیے تمام اداروں کو مل کر کام کرنا ہوگا، حکومت عوام کی فلاح و بہبود کے لیے اقدامات کر رہی ہے اور ترقیاتی منصوبوں کو جلد مکمل کیا جائے گا۔ انہوں نے کہا کہ پاکستان امن کا خواہاں ہے اور خطے میں استحکام کے لیے اپنا کردار ادا کرتا رہے [9,1491,181,1669]
news-text: اسلام آباد (عالیہ نیوز) وزیر اعظم نے کہا ہے کہ ملک کو درپیش معاشی مسائل کے حل کے لیے تمام اداروں کو مل کر کام کرنا ہوگا، حکومت عوام کی فلاح و بہبود کے لیے اقدامات کر رہی ہے اور ترقیاتی منصوبوں کو جلد مکمل کیا جائے گا۔ انہوں نے کہا کہ پاکستان امن کا خواہاں ہے اور خطے میں استحکام کے لیے اپنا کردار ادا کرتا رہے گا، اجلاس میں وفاقی وزراء اور اعلیٰ حکام نے شرکت کی۔ اسلام آباد (عالیہ نیوز) وزیر اعظم نے کہا ہے کہ ملک کو درپ [1027,211,1191,321]
continued-number: 47 [479,1219,515,1237]
news-text: اسلام آباد (عالیہ نیوز) وزیر اعظم نے کہا ہے کہ ملک کو درپیش معاشی مسائل کے حل کے لیے تمام اداروں کو مل کر کام کرنا ہوگا، حکومت عوام کی فلاح و بہبود کے لیے اقدامات کر رہی ہے اور ترقیاتی منصوبوں کو جلد مکمل کیا جائے گا۔ انہوں نے کہا کہ پاکستان امن کا خواہاں ہے اور خطے میں استحکام کے لیے اپنا کردار ادا کرتا رہے گا، اجلاس میں وفاقی وزراء اور اعلیٰ حکام نے شرکت کی۔ اسلام آباد (عالیہ نیوز) وزیر اعظم نے کہا ہے کہ ملک کو درپ [860,871,1017,993]
continued-label: بقیہ نمبر [526,1638,644,1656]
continued-box-23 [693,1194,849,1212]
continued-box-39 [359,32,515,50]
news-text: اسلام آباد (عالیہ نیوز) وزیر اعظم نے کہا ہے کہ ملک کو درپیش معاشی مسائل کے حل کے لیے تمام اداروں کو مل کر کام کرنا ہوگا، حکومت عوام کی فلاح و بہبود کے لیے اقدامات کر رہی ہے اور ترقیاتی منصوبوں کو جلد مکمل کیا جائے گا۔ انہوں نے کہا کہ پاکستان امن کا خواہاں ہے اور خطے میں استحکام کے لیے اپنا کردار ادا کرتا رہے گا، اجلاس میں وفاقی وزراء اور اعلیٰ حکام نے شرکت کی۔ اسلام آباد (عالیہ نیوز) وزیر اعظم نے کہا ہے کہ ملک کو درپیش معاشی مسائل کے حل کے لیے تمام اداروں کو مل کر کام کرنا ہوگا، حکومت عوام کی فلاح و بہبود کے لیے اقدامات کر رہی ہے اور ترقیات [358,957,515,1112]
news-text: اسلام آباد (عالیہ نیوز) وزیر اعظم نے کہا ہے کہ ملک کو درپیش معاشی مسائل کے حل کے لیے تمام اداروں کو مل کر کام کرنا ہوگا، حکومت عوام کی فلاح و بہبود کے لیے اقدامات کر رہی ہے اور ترقیاتی منصوبوں کو جلد مکمل کیا جائے گا۔ انہوں نے کہا کہ پاکستان امن کا خواہاں ہے اور خطے میں استحکام کے لیے اپنا کردار ادا کرتا رہے گا، اجلاس میں وفاقی وزراء اور اعلیٰ حکام نے شرکت کی۔ اسلام آباد (عالیہ نیوز) وزیر اعظم نے کہا ہے کہ ملک کو درپیش معاشی مسائل کے حل کے لیے تمام اداروں کو [860,643,1017,776]
news-text: اسلام آباد (عالیہ نیوز) وزیر اعظم نے کہا ہے کہ ملک کو درپیش معاشی مسائل کے حل کے لیے تمام اداروں کو مل کر کام کرنا ہوگا، حکومت عوام کی فلاح و بہبود کے لیے اقدامات کر رہی ہے اور ترقیاتی منصوبوں کو جلد مکمل کیا جائے گا۔ انہوں نے کہا کہ پاکستان امن کا خواہاں ہے اور خطے میں استحکام کے لیے اپنا کردار ادا کرتا رہے گا، اجلاس میں وفاقی وزراء اور اعلیٰ حکام نے شرکت کی۔ اسلام آباد (عالیہ نیوز) وزیر اعظم نے کہا ہے کہ ملک کو درپ [525,596,682,718]
continued-box-20 [693,165,849,183]
news-text: اسلام آباد (عالیہ نیوز) وزیر اعظم نے کہا ہے کہ ملک کو درپیش معاشی مسائل کے حل کے لیے تمام اداروں کو مل کر کام کرنا ہوگا، حکومت عوام کی فلاح و بہبود کے لیے اقدامات کر رہی ہے اور ترقیاتی منصوبوں کو جلد مکمل کیا جائے گا۔ انہوں نے کہا کہ پاکستان امن کا خواہاں ہے اور خطے میں استحکام کے لیے اپنا کردار ادا کرتا رہے گا، اجلاس میں وفاقی وزراء اور اعلیٰ حکام نے شرکت کی۔ اسلام آباد (عالیہ نیوز) وزیر اعظم نے کہا ہے کہ ملک کو درپیش معاشی مسائل کے حل کے لیے تمام اداروں کو مل کر کام کرنا ہوگا، حکومت عوام کی فلاح و بہبود کے لیے اقدامات کر رہی ہے اور ترقیاتی منصوبوں کو جلد مکمل کیا جائے گا۔ انہوں نے کہا کہ پاکستان امن کا خواہاں ہے اور خطے میں استحکام کے لیے اپنا کردار ادا کرتا رہے گا، اجلاس میں وفاقی وزراء اور اعلیٰ حکام نے شرکت کی۔ اسلام آباد (عالیہ نیوز) وزیر اعظم نے کہا ہے کہ ملک کو درپیش معاشی مسائل کے حل کے لیے تمام اداروں کو مل کر کام کرنا ہوگا، حکومت عوام کی فلاح و بہبود کے لیے اقدامات کر رہی ہے اور ترقیاتی منصوبوں کو جلد مکمل کیا جائے گا۔ انہوں نے کہا کہ پاکستان امن کا خواہاں ہے اور خطے میں استحکام کے لیے اپنا کردار ادا کرتا رہے گا، اجلاس میں وفاقی وزراء اور اعلیٰ حکام نے شرکت کی۔ اسلام آباد (عالیہ نیوز) وزیر اعظم نے کہا ہے کہ ملک کو درپیش معاشی مسائل کے حل کے لیے تمام اداروں کو مل کر کام کرنا ہوگا، حکومت عوام کی فلاح و بہبود کے لیے اقدامات کر رہی ہے اور ترقیاتی منصوبوں کو جلد مکمل کیا جائے گا۔ انہوں نے کہا کہ پاکستان امن کا خواہاں ہے اور خطے میں استحکام کے لیے اپنا کردار ادا کرتا رہے گا، اجلاس میں وفاقی وزراء اور اعلیٰ حکام نے شرکت کی۔ اسلام آباد (عالیہ نیوز) وزیر اعظم نے کہا ہے کہ ملک کو درپیش معاشی مسائل کے حل کے لیے تمام اداروں کو مل کر کام کرنا ہوگا، حکومت عوام کی فلاح و بہبود کے لیے اقدامات کر رہی ہے اور ترقیاتی منصوبوں کو جلد مکمل کیا جائے گا۔ انہوں نے کہا کہ پاکستان امن کا خواہاں ہے اور خطے میں استحکام کے لیے اپنا کردار ادا کرتا رہے گا [1027,1220,1191,1697]
continued-number: 35 [646,1211,682,1229]
continued-label: بقیہ نمبر [359,32,477,50]
news-text: اسلام آباد (عالیہ نیوز) وزیر اعظم نے کہا ہے کہ ملک کو درپیش معاشی مسائل کے حل کے لیے تمام اداروں کو مل کر کام کرنا ہوگا، حکومت عوام کی فلاح و بہبود کے لیے اقدامات کر رہی ہے اور ترقیاتی منصوبوں کو جلد مکمل کیا جائے گا۔ انہوں نے کہا کہ پاکستان امن کا خواہاں ہے اور خطے میں استحکام کے لیے اپنا کردار ادا کرتا رہے گا، اجلاس میں وفاقی وزراء اور اعلیٰ حکام نے شرکت کی۔ اسلام آباد (عالیہ نیوز) وزیر اعظم نے کہا ہے کہ ملک کو درپیش معاشی مسائل کے حل کے لیے تمام اداروں کو مل کر کام کرنا ہوگا، حکومت عوام کی فلاح و بہبود کے لیے اقدامات کر رہی ہے اور ترقیاتی منصوبوں کو جلد مکمل کیا جائے گا۔ انہوں نے کہا کہ پاکستان امن کا خواہاں ہے اور خطے [358,574,515,763]
continued-label: بقیہ نمبر [526,1685,644,1703]
news-text: اسلام آباد (عالیہ نیوز) وزیر اعظم نے کہا ہے کہ ملک کو درپیش معاشی مسائل کے حل کے لیے تمام اداروں کو مل کر کام کرنا ہوگا، حکومت [191,1124,348,1168]
news-text: اسلام آباد (عالیہ نیوز) وزیر اعظم نے کہا ہے کہ ملک کو درپیش معاشی مسائل کے حل کے لیے تمام اداروں کو مل کر کام کرنا ہوگا، حکومت عوام کی فلاح و بہبود کے لیے اقدامات کر رہی ہے اور ترقیاتی منصوبوں کو جلد مکمل کیا جائے گا۔ انہوں نے کہا کہ پاکستان امن کا خواہاں ہے اور خطے میں استحکام کے لیے اپنا کردار ادا کرتا رہے گا، اجلاس میں وفاقی وزراء اور اعلیٰ حکام نے شرکت کی۔ اسلام آباد (عالیہ نیوز) وزیر اعظم نے کہا ہے کہ ملک کو درپیش معاشی مسائل کے حل کے لیے تمام اداروں کو مل کر کام کرنا ہوگا، حکومت عوام کی فلاح و بہبود کے لیے اقدامات کر رہی ہے اور ترقیاتی منصوبوں کو جلد مکمل کیا جائے گا۔ انہوں نے کہا کہ پاکستان امن کا خواہاں ہے اور خطے میں استحکام کے لیے اپنا کردار ادا کرتا رہے گا، اجلاس میں وفاقی وزراء اور اعلیٰ حکام نے شرکت کی۔ اسلام آباد (عالیہ نیوز) وزیر اعظم نے کہا ہے کہ ملک کو درپیش معاشی مسائل کے حل کے لیے تمام اداروں کو مل کر کام کرنا ہوگا، حکومت عوام کی فلاح و بہبود کے لیے اقدامات کر رہی ہے اور ترقیاتی منصوبوں کو جلد مکمل کیا جائے گا۔ انہوں نے کہا کہ پاکستان امن کا خواہاں ہے اور خطے میں استحکام کے لیے اپنا کردار ادا کرتا رہے گا، اجلاس میں وفاقی وزراء اور اعلیٰ حکام نے شرکت کی۔ اسلام آباد (عالیہ نیوز) وزیر اعظم نے کہا ہے کہ ملک کو درپیش معاشی مسائل کے حل کے لیے تمام اداروں کو مل کر کام کرنا ہوگا، حکومت عوام کی فلاح و بہبود کے لیے اقدامات کر رہی ہے اور ترقیاتی منصوبوں کو جلد مکمل کیا جائے گا۔ انہوں نے کہا کہ پاکستان امن کا خواہاں ہے اور خطے میں استحکام کے لیے اپنا کردار ادا کرتا رہے گا، اجلاس میں وفاقی وزراء اور اعلیٰ حکام نے شرکت کی۔ اسلام آباد (عالیہ نیوز) وزیر اعظم نے کہا ہے کہ ملک کو درپیش معاشی مسائل کے حل کے لیے تمام اداروں کو مل کر کام کرنا ہوگا، حکومت عوام کی فلاح و بہبود کے لیے اقدامات کر رہی ہے اور ترقیاتی منصوبوں کو جلد مکمل کیا جائے گا۔ انہوں نے کہا کہ پاکستان امن کا خواہاں ہے اور خطے میں استحکام کے لیے اپنا کردار ادا کرتا رہے گا، اجلاس میں وفاقی وزراء اور اعلیٰ حکام نے شرکت کی۔ اسلام آباد (عالیہ نیوز) وزیر اعظم نے کہا ہے کہ ملک کو درپیش معاشی مسائل کے حل کے لیے تمام اداروں کو مل کر کام کرنا ہوگا، حکومت عوام کی فلاح و بہبود کے لیے اقدامات کر رہی ہے اور ترقیاتی منصوبوں کو جلد مکمل کیا جائے گا۔ انہوں نے کہا کہ پاکستان امن کا خواہاں ہے اور خطے میں استحکام کے لیے اپنا کردار ادا کرتا رہے گا، اجلاس میں وفاقی وزراء اور اعلیٰ حکام نے شرکت کی۔ اسلام آباد (عالیہ نیوز) وزیر اعظم نے کہا ہے کہ ملک کو درپیش معاشی مسائل کے حل کے لیے تمام [9,377,181,954]
continued-number: 30 [646,576,682,594]
news-headline: سرائیلی شادی امریکہ کی تفصیلات واضح کیے غیر جانبدارانہ تحقیقات کرے گی: رپورٹ [196,537,344,604]
continued-label: بقیہ نمبر [693,165,811,183]
continued-number: 48 [479,1344,515,1362]
news-text: اسلام آباد (عالیہ نیوز) وزیر اعظم نے کہا ہ [525,938,682,960]
continued-label: بقیہ نمبر [359,1219,477,1237]
columns-container [6,28,1194,1993]
continued-number: 36 [646,1380,682,1398]
news-text: اسلام آباد (عالیہ نیوز) وزیر اعظم نے کہا ہے کہ ملک کو درپیش معاشی مسائل کے حل کے لیے تمام اداروں کو مل کر کام کرنا ہوگا، حکومت عوام کی فلاح و بہبود کے لیے اقدامات کر رہی ہے اور ترقیاتی منصوبوں کو جلد مکمل کیا جائے گا۔ انہوں نے کہا کہ پاکستان امن کا خواہاں ہے اور خطے میں استحکام کے لیے اپنا کردار ادا کرتا رہے گا، اجلاس میں وفاقی وزراء اور اعلیٰ حکام نے شرکت کی۔ اسلام آباد (عالیہ نیوز) وزیر اعظم نے کہا ہے کہ ملک کو درپیش معاشی مسائل کے حل کے لیے تمام اداروں کو مل کر کام کرنا ہوگا، حکومت عوام کی فلاح و [1027,53,1191,186]
news-text: اسلام آباد (عالیہ نیوز) وزیر اعظم نے کہا ہے کہ ملک کو درپیش معاشی مسائل کے حل کے لیے تمام اداروں کو مل کر کام کرنا ہوگا، حکومت عوام کی فلاح و بہبود کے لیے اقدامات کر رہی ہے اور ترقیاتی منصوبوں کو جلد مکمل کیا جائے گا۔ انہوں نے کہا کہ پاکستان امن کا خواہاں ہے اور خطے میں استحکام کے لیے اپنا کردار ادا کرتا رہے گا، اجلاس میں وفاقی وزراء اور اعلیٰ حکام نے شرکت کی۔ اسلام آباد (عالیہ نیوز) وزیر اعظم نے کہا ہے کہ ملک کو درپیش معاشی مسائل کے حل کے لیے تمام اداروں کو مل کر کام کرنا ہوگا، حکومت عوام کی فلاح و بہبود کے لیے اقدامات کر رہی ہے اور ترقیاتی منصوبوں کو جلد مکمل کیا جائے گا۔ انہوں نے کہا کہ پاکستان امن کا خواہاں ہے اور خطے میں استحکام کے لیے اپنا کردار ادا کرتا رہے گا، اجلاس میں وفاقی وزراء اور اعلیٰ حکام نے شرکت کی۔ اسلام آباد (عالیہ نیوز) وزیر ا [692,186,850,407]
news-text: اسلام آباد (عالیہ نیوز) وزیر اعظم نے کہا ہے کہ ملک کو درپیش معاشی مسائل کے حل کے لیے تمام اداروں کو مل کر کام کرنا ہوگا، حکومت عوام کی فلاح و بہبود کے لیے اقدامات کر رہی ہے اور ترقیاتی منصوبوں کو جلد مکمل کیا جائے گا۔ انہوں نے کہا کہ پاکستان امن کا خواہاں ہے اور خطے میں استحکام کے لیے اپنا کردار ادا کرتا رہے گا، اجلاس میں وفاقی وزراء اور اعلیٰ حکام نے شرکت کی۔ اسلام آباد (عالیہ نیوز) وزیر اعظم نے کہا ہے کہ ملک کو درپیش معاشی مسائل کے حل کے لیے تمام اداروں کو مل کر کام کرنا ہوگا، حکومت عوام کی فلاح و بہبود کے لیے اقدامات کر رہی ہے اور ترقیاتی منصوبوں کو جلد مکمل کیا جائے گا۔ انہوں ن [191,1212,348,1378]
continued-box-36 [526,1380,682,1398]
continued-box-44 [359,767,515,785]
continued-box-7 [1027,892,1191,910]
news-text: اسلام آباد (عالیہ نیوز) وزیر اعظم نے کہا ہے کہ ملک کو درپیش معاشی مسائل کے حل کے لیے تمام اداروں کو مل کر کام کرنا ہوگا، حکومت عوام کی فلاح و بہبود کے لیے اقدامات کر رہی ہے اور ترقیاتی منصوبوں کو جلد مکمل کیا جائے گا۔ انہوں نے کہا کہ پاکستان امن کا خواہاں ہے اور خطے میں استحکام کے لیے اپنا کردار ادا کرتا رہے گا، اجلاس میں وفاقی وزراء اور اعلیٰ حکام نے شرکت کی۔ اسلام آباد (عالیہ نیوز) وزیر اعظم نے کہا ہے کہ ملک کو درپ [358,324,515,446]
continued-box-49 [359,1647,515,1665]
continued-number: 1 [1155,32,1191,50]
continued-label: بقیہ نمبر [1027,1200,1153,1218]
continued-label: بقیہ نمبر [526,198,644,216]
column-c2 [856,28,1019,1993]
news-text: اسلام آباد (عالیہ نیوز) وزیر اعظم نے کہا ہ [191,247,348,269]
continued-label: بقیہ نمبر [1027,32,1153,50]
continued-number: 34 [646,964,682,982]
continued-number: 52 [312,226,348,244]
continued-label: بقیہ نمبر [359,451,477,469]
continued-label: بقیہ نمبر [860,1630,978,1648]
continued-box-10 [1027,1200,1191,1218]
continued-label: بقیہ نمبر [192,79,310,97]
news-text: اسلام آباد (عالیہ نیوز) وزیر اعظم نے کہا ہے کہ ملک کو درپیش معاشی مسائل کے حل کے لیے تمام اداروں کو مل کر کام کرنا ہوگا، حکومت عوام کی فلاح و بہبود کے لیے اقدامات کر رہی ہے اور ترقیاتی منصوبوں کو جلد مکمل کیا جائے گا۔ انہوں نے کہا کہ پاکستان امن کا خواہاں ہے اور خطے میں استحکام کے لیے اپنا کردار ادا کرتا رہے گا، اجلاس میں وفاقی وزراء اور اعلیٰ حکام نے شرکت کی۔ اسلام آباد (عالیہ نیوز) وزیر اعظم نے کہا ہے کہ ملک کو درپیش معاشی مسائل کے حل کے لیے تمام اداروں کو مل کر کام کرنا ہوگا، حکومت عوام کی فلاح و بہبود کے لیے اقدامات کر رہی ہے اور ترقیاتی منصوبوں کو جلد مکمل کیا جائے گا۔ انہوں نے کہا کہ پاکستان امن کا خواہاں ہے اور خطے میں استحکام کے لیے اپنا کردار ادا کرتا رہے گا، اجلاس میں وفاقی وزراء اور اعلیٰ حکام نے شرکت کی۔ اسلام آباد (عالیہ نیوز) وزیر اعظم نے کہا ہے کہ ملک کو درپیش معاشی مسائل کے حل کے لیے تمام اداروں کو مل کر کام کرنا ہوگا، حکومت عوام کی فلاح و بہبود کے لیے اقدامات کر رہی ہے اور ترقیاتی منصوبوں کو جلد مکمل کیا جائے گا۔ انہوں نے کہا کہ پاکستان امن کا خواہاں ہے اور خطے میں استحکام کے لیے اپنا کردار ادا کرتا رہے گا، اجلاس میں وفاقی وزراء اور اعلیٰ حکام نے شرکت کی۔ اسلام آباد (عالیہ نیوز) وزیر اعظم نے کہا ہے ک [9,28,181,316]
continued-number: 31 [646,723,682,741]
continued-number: 19 [980,1630,1016,1648]
news-text: اسلام آباد (عالیہ نیوز) وزیر اعظم نے کہا ہے کہ ملک کو درپیش معاشی مسائل کے حل کے لیے تمام اداروں کو مل کر کام کرنا ہوگا، حکومت عوام کی فلاح و بہبود کے لیے اقدامات کر رہی ہے اور ترقیاتی منصوبوں کو جلد مکمل کیا ج [525,505,682,571]
news-text: اسلام آباد (عالیہ نیوز) وزیر اعظم نے کہا ہے کہ ملک کو درپیش معاشی مسائل کے حل کے لیے تمام اداروں کو مل کر کام کرنا ہوگا، حکومت عوام کی فلاح و بہبود کے لیے اقدامات کر رہ [1027,585,1191,629]
column-c7 [6,28,184,1993]
continued-number: 20 [813,165,849,183]
continued-box-2 [1027,190,1191,208]
news-text: اسلام آباد (عالیہ نیوز) وزیر اعظم نے کہا ہے کہ ملک کو درپیش معاشی مسائل کے حل کے لیے تمام اداروں کو مل کر کام کرنا ہوگا، حکومت عوام کی فلاح و بہبود کے لیے اقدامات کر رہی ہے اور ترقیاتی منصوبوں کو جلد مکمل کیا جائے گا۔ انہوں نے کہا کہ پاکستان امن کا خواہاں ہے اور خطے میں استحکام کے لیے اپنا کردار ادا کرتا رہے گا، اجلاس میں وفاقی وزراء اور اعلیٰ حکام نے شرکت کی۔ اسلام آباد (عالیہ نیوز) وزیر اعظم نے کہا ہے کہ ملک کو درپیش معاشی مسائل کے حل کے لیے تمام اداروں کو مل کر کام کرنا ہوگا، حکومت عوام کی فلاح و بہبود کے لیے اقدامات کر رہی ہے اور ترقیاتی منصوبوں کو جلد مکمل کیا جائے گا۔ انہوں ن [525,28,682,194]
news-text: اسلام آباد (عالیہ نیوز) وزیر اعظم نے کہا ہے کہ ملک کو درپیش معاشی مسائل کے حل کے لیے تمام اداروں کو مل کر کام کرنا ہوگا، حکومت عوام کی فلاح و بہبود کے لیے اقدامات کر رہی ہے اور ترقیاتی منصوبوں کو جلد مکمل کیا جائے گا۔ انہوں نے کہا کہ پاکستان امن کا خوا [525,835,682,912]
continued-label: بقیہ نمبر [693,1555,811,1573]
news-text: اسلام آباد (عالیہ نیوز) وزیر اعظم نے کہا ہے کہ ملک کو درپیش معاشی مسائل کے حل کے لیے تمام اداروں کو مل کر کام کرنا ہوگا، حکومت عوام کی فلاح و بہبود کے لیے اقدامات کر رہ [1027,1037,1191,1082]
news-headline: حکومت پنجاب اور حضرت داتا گنج بخش کی ترقی و تحفظ کیلئے پرعزم [16,323,174,373]
continued-label: بقیہ نمبر [359,1344,477,1362]
continued-box-30 [526,576,682,594]
news-text: اسلام آباد (عالیہ نیوز) وزیر اعظم نے کہا ہے کہ ملک کو درپیش معاشی مسائل کے حل کے لیے تمام اداروں کو مل کر کام کرنا ہوگا، حکومت عوام کی فلاح و بہبود کے لیے اقدامات کر رہی ہے اور ترقیاتی منصوبوں کو جلد مکمل کیا جائے گا۔ انہوں نے کہا کہ پاکستان امن کا خواہاں ہے اور خطے میں استحکام کے لیے اپنا کردار ادا کرتا رہے گا، اجلاس میں وفاقی وزراء اور اعلیٰ حکام نے شرکت کی۔ اسلام آباد (عالیہ نیوز) وزیر اعظم نے کہا ہے کہ ملک کو درپیش معاشی مسائل کے حل کے لیے تمام اداروں کو مل کر کام کرنا ہوگا، حکومت عوام کی فلاح و [860,1198,1017,1342]
masthead [6,0,1194,24]
continued-number: 14 [980,850,1016,868]
continued-number: 21 [813,412,849,430]
continued-box-18 [860,1472,1016,1490]
news-text: اسلام آباد (عالیہ نیوز) وزیر اعظم نے کہا ہے کہ ملک کو درپیش معاشی مسائل کے حل کے لیے تمام اداروں کو مل کر کام کرنا ہوگا، حکومت عوام کی فلاح و بہبود کے لیے اقدامات کر رہی ہے اور ترقیاتی منصوبوں کو جلد مکمل کیا جائے گا۔ انہوں نے کہا کہ پاکستان امن کا خواہاں ہے اور خطے میں استحکام کے لیے اپنا کردار ادا کرتا رہے گا، اجلاس میں وفاقی وزراء اور اعلیٰ حکام نے شرکت کی۔ اسلام آباد (عالیہ نیوز) وزیر اعظم نے کہا ہے کہ ملک کو درپیش معاشی مسائل کے حل کے لیے تمام اداروں کو مل کر کام کرنا ہوگا، حکومت عوام کی فلاح و بہبود کے لیے اقدامات کر رہی ہے اور ترقیات [860,1018,1017,1173]
